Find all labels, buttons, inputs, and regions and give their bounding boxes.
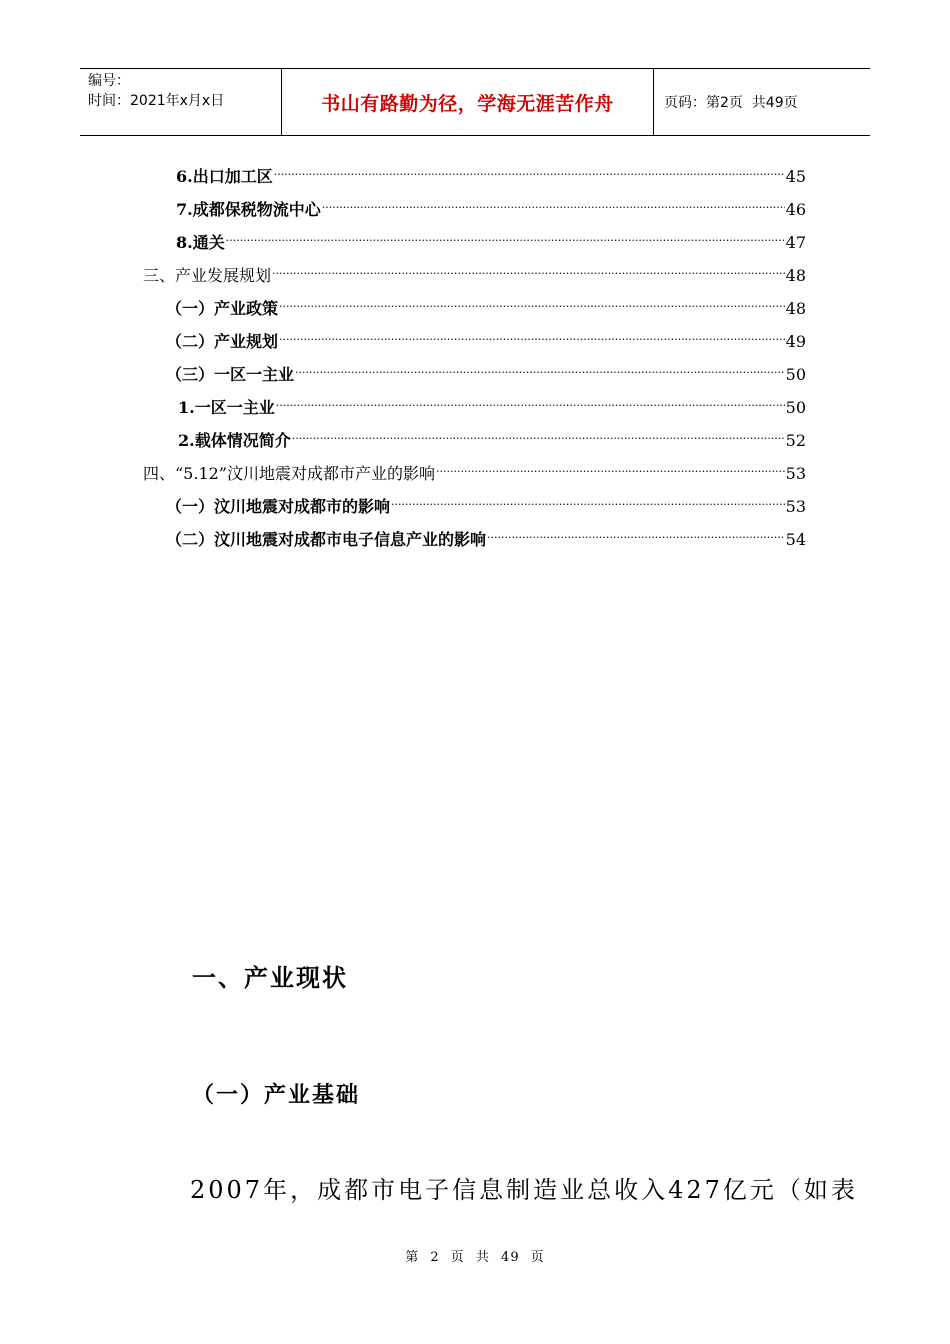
toc-entry[interactable]: [178, 422, 806, 450]
toc-leader-dots: [487, 521, 785, 545]
toc-entry[interactable]: [166, 323, 806, 351]
toc-leader-dots: [292, 422, 785, 446]
toc-entry-title: 1.一区一主业: [178, 398, 275, 417]
toc-entry[interactable]: [166, 356, 806, 384]
toc-leader-dots: [279, 290, 785, 314]
toc-entry[interactable]: [166, 488, 806, 516]
toc-entry-title: 6.出口加工区: [176, 167, 273, 186]
toc-entry-page: 50: [785, 398, 806, 417]
body-paragraph: 2007年，成都市电子信息制造业总收入427亿元（如表: [190, 1176, 858, 1204]
toc-entry[interactable]: [166, 521, 806, 549]
toc-entry-page: 49: [785, 332, 806, 351]
header-page-info: [654, 69, 870, 135]
toc-entry-page: 52: [785, 431, 806, 450]
document-date: 时间：2021年x月x日: [88, 93, 225, 109]
toc-leader-dots: [226, 224, 785, 248]
header-motto: 书山有路勤为径，学海无涯苦作舟: [282, 69, 654, 135]
toc-entry-page: 53: [785, 464, 806, 483]
toc-entry-title: （一）产业政策: [166, 299, 279, 318]
toc-leader-dots: [391, 488, 785, 512]
toc-leader-dots: [276, 389, 785, 413]
toc-entry-title: 三、产业发展规划: [143, 266, 272, 285]
page-header: [80, 68, 870, 136]
toc-entry-page: 45: [785, 167, 806, 186]
toc-leader-dots: [272, 257, 785, 281]
toc-entry-page: 54: [785, 530, 806, 549]
page-info-text: 页码：第2页 共49页: [664, 95, 798, 111]
toc-entry[interactable]: [176, 191, 806, 219]
toc-entry-title: 8.通关: [176, 233, 225, 252]
toc-entry-title: 2.载体情况简介: [178, 431, 291, 450]
document-number: 编号：: [88, 73, 130, 89]
header-meta: [80, 69, 282, 135]
toc-entry-page: 53: [785, 497, 806, 516]
toc-leader-dots: [322, 191, 785, 215]
toc-entry-title: 四、“5.12”汶川地震对成都市产业的影响: [143, 464, 435, 483]
toc-entry[interactable]: [178, 389, 806, 417]
toc-entry[interactable]: [143, 257, 806, 285]
toc-leader-dots: [436, 455, 785, 479]
toc-entry-title: 7.成都保税物流中心: [176, 200, 321, 219]
toc-entry-page: 48: [785, 266, 806, 285]
toc-entry-title: （二）汶川地震对成都市电子信息产业的影响: [166, 530, 487, 549]
subsection-heading: （一）产业基础: [192, 1083, 361, 1108]
toc-leader-dots: [295, 356, 785, 380]
toc-leader-dots: [274, 158, 785, 182]
toc-entry-page: 48: [785, 299, 806, 318]
section-heading: 一、产业现状: [192, 964, 348, 992]
toc-entry-title: （三）一区一主业: [166, 365, 295, 384]
toc-leader-dots: [279, 323, 785, 347]
toc-entry[interactable]: [176, 158, 806, 186]
toc-entry[interactable]: [143, 455, 806, 483]
toc-entry-page: 46: [785, 200, 806, 219]
toc-entry[interactable]: [176, 224, 806, 252]
toc-entry-title: （二）产业规划: [166, 332, 279, 351]
toc-entry[interactable]: [166, 290, 806, 318]
toc-entry-title: （一）汶川地震对成都市的影响: [166, 497, 391, 516]
toc-entry-page: 47: [785, 233, 806, 252]
page-footer: 第 2 页 共 49 页: [405, 1250, 545, 1265]
toc-entry-page: 50: [785, 365, 806, 384]
